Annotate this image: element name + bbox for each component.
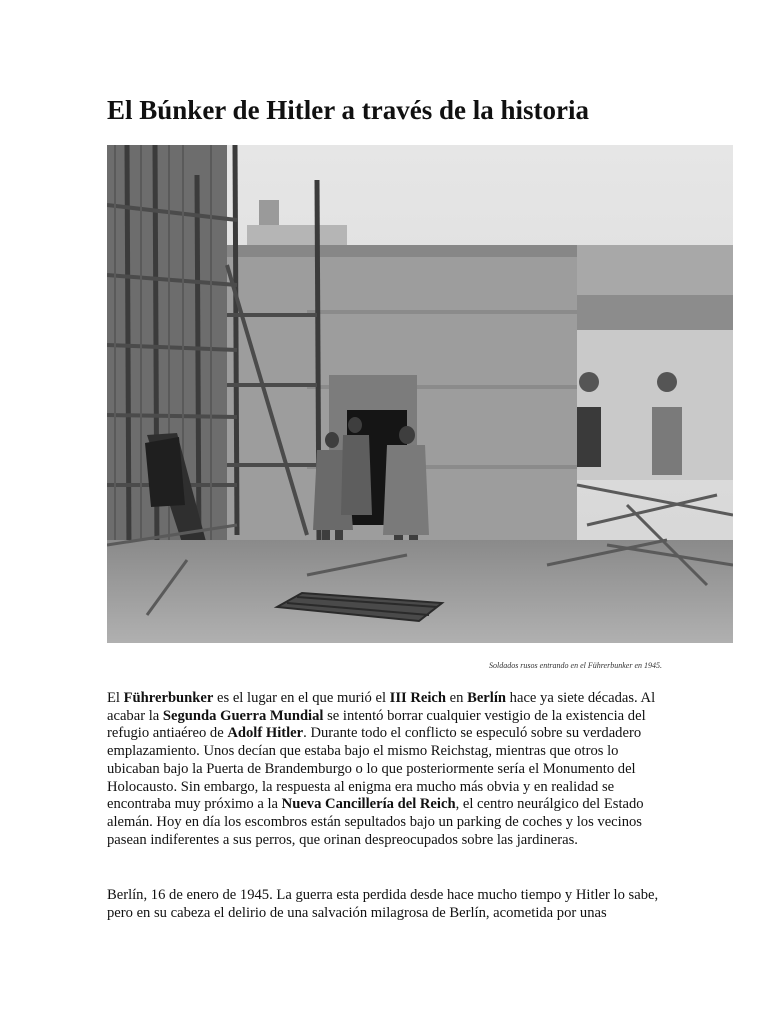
bunker-photo-drawing xyxy=(107,145,733,643)
text-run: . Durante todo el conflicto se especuló sobre su verdadero emplazamiento. Unos decían que estaba bajo el mismo Reichstag, mientras que otros lo ubicaban bajo la Puerta de Brandemburgo o lo que posteriormente sería el Monumento del Holocausto. Sin embargo, la respuesta al enigma era mucho más obvia y en realidad se encontraba muy próximo a la xyxy=(107,725,642,813)
bunker-photo xyxy=(107,145,733,643)
text-run: se intentó borrar cualquier vestigio de la existencia del refugio antiaéreo de xyxy=(107,707,646,742)
bold-term-iii-reich: III Reich xyxy=(389,690,447,706)
text-run: El xyxy=(107,690,124,706)
bold-term-segunda-guerra-mundial: Segunda Guerra Mundial xyxy=(162,707,324,724)
page-title: El Búnker de Hitler a través de la historia xyxy=(107,95,589,125)
body-paragraph-1 xyxy=(107,690,667,849)
text-run: Berlín, 16 de enero de 1945. La guerra esta perdida desde hace mucho tiempo y Hitler lo sabe, pero en su cabeza el delirio de una salvación milagrosa de Berlín, acometida por unas xyxy=(107,887,659,921)
text-run: , el centro neurálgico del Estado alemán. Hoy en día los escombros están sepultados bajo un parking de coches y los vecinos pasean indiferentes a sus perros, que orinan despreocupados sobre las jardineras. xyxy=(107,796,644,848)
text-run: hace ya siete décadas. Al acabar la xyxy=(107,690,656,724)
text-run: es el lugar en el que murió el xyxy=(213,690,390,706)
bold-term-adolf-hitler: Adolf Hitler xyxy=(227,725,304,742)
bold-term-fuhrerbunker: Führerbunker xyxy=(123,690,214,706)
photo-caption: Soldados rusos entrando en el Führerbunker en 1945. xyxy=(488,661,662,670)
bold-term-berlin: Berlín xyxy=(467,690,507,706)
body-paragraph-2 xyxy=(107,887,667,922)
text-run: en xyxy=(446,690,468,706)
bold-term-nueva-cancilleria: Nueva Cancillería del Reich xyxy=(281,796,456,813)
